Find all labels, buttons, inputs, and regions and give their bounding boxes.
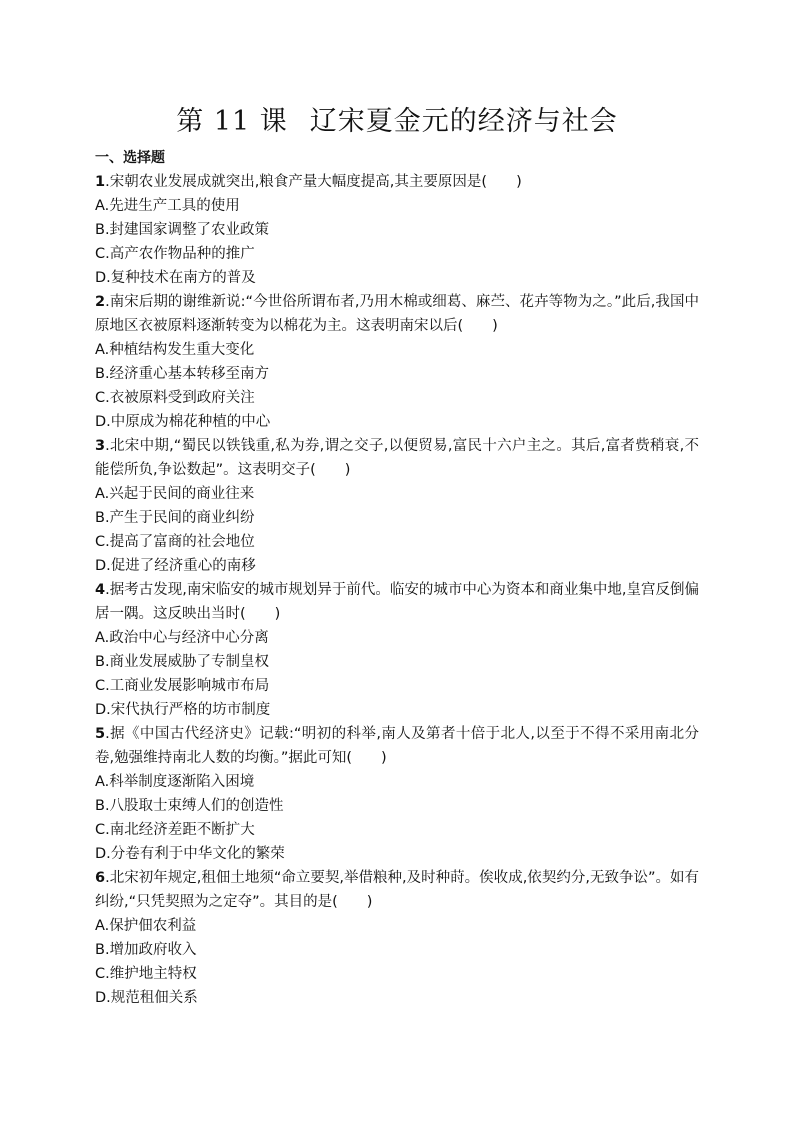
- question-1: [95, 170, 699, 290]
- question-stem: [95, 170, 699, 194]
- option-c: C.工商业发展影响城市布局: [95, 678, 270, 694]
- option-a: A.先进生产工具的使用: [95, 198, 240, 214]
- question-stem: [95, 578, 699, 626]
- option-b: B.增加政府收入: [95, 942, 197, 958]
- option-d: D.分卷有利于中华文化的繁荣: [95, 846, 285, 862]
- question-4: [95, 578, 699, 722]
- lesson-name: 辽宋夏金元的经济与社会: [309, 106, 618, 137]
- option-c: C.维护地主特权: [95, 966, 197, 982]
- option-d: D.规范租佃关系: [95, 990, 198, 1006]
- option-a: A.兴起于民间的商业往来: [95, 486, 255, 502]
- question-text: .北宋初年规定,租佃土地须“命立要契,举借粮种,及时种莳。俟收成,依契约分,无致争讼”。如有纠纷,“只凭契照为之定夺”。其目的是( ): [95, 870, 699, 910]
- question-number: 2: [95, 294, 106, 310]
- page-title: [0, 104, 794, 140]
- option-d: D.复种技术在南方的普及: [95, 270, 256, 286]
- option-a: A.种植结构发生重大变化: [95, 342, 255, 358]
- question-text: .据《中国古代经济史》记载:“明初的科举,南人及第者十倍于北人,以至于不得不采用南北分卷,勉强维持南北人数的均衡。”据此可知( ): [95, 726, 699, 766]
- question-3: [95, 434, 699, 578]
- option-d: D.中原成为棉花种植的中心: [95, 414, 271, 430]
- option-d: D.宋代执行严格的坊市制度: [95, 702, 271, 718]
- question-text: .北宋中期,“蜀民以铁钱重,私为券,谓之交子,以便贸易,富民十六户主之。其后,富者赀稍衰,不能偿所负,争讼数起”。这表明交子( ): [95, 438, 699, 478]
- option-b: B.商业发展威胁了专制皇权: [95, 654, 270, 670]
- option-b: B.产生于民间的商业纠纷: [95, 510, 255, 526]
- question-number: 1: [95, 174, 106, 190]
- option-c: C.提高了富商的社会地位: [95, 534, 255, 550]
- question-stem: [95, 290, 699, 338]
- question-2: [95, 290, 699, 434]
- question-text: .南宋后期的谢维新说:“今世俗所谓布者,乃用木棉或细葛、麻苎、花卉等物为之。”此后,我国中原地区衣被原料逐渐转变为以棉花为主。这表明南宋以后( ): [95, 294, 699, 334]
- question-number: 5: [95, 726, 106, 742]
- option-b: B.经济重心基本转移至南方: [95, 366, 270, 382]
- option-d: D.促进了经济重心的南移: [95, 558, 256, 574]
- question-number: 3: [95, 438, 106, 454]
- question-stem: [95, 722, 699, 770]
- question-5: [95, 722, 699, 866]
- question-text: .宋朝农业发展成就突出,粮食产量大幅度提高,其主要原因是( ): [105, 174, 522, 190]
- option-b: B.八股取士束缚人们的创造性: [95, 798, 284, 814]
- section-heading: 一、选择题: [95, 150, 165, 166]
- option-a: A.政治中心与经济中心分离: [95, 630, 269, 646]
- lesson-number: 第 11 课: [176, 106, 288, 137]
- option-c: C.衣被原料受到政府关注: [95, 390, 255, 406]
- question-stem: [95, 434, 699, 482]
- option-c: C.高产农作物品种的推广: [95, 246, 255, 262]
- option-c: C.南北经济差距不断扩大: [95, 822, 255, 838]
- option-b: B.封建国家调整了农业政策: [95, 222, 270, 238]
- question-number: 4: [95, 582, 106, 598]
- exercise-content: [95, 146, 699, 1010]
- option-a: A.科举制度逐渐陷入困境: [95, 774, 255, 790]
- question-number: 6: [95, 870, 106, 886]
- question-6: [95, 866, 699, 1010]
- option-a: A.保护佃农利益: [95, 918, 197, 934]
- question-stem: [95, 866, 699, 914]
- question-text: .据考古发现,南宋临安的城市规划异于前代。临安的城市中心为资本和商业集中地,皇宫反倒偏居一隅。这反映出当时( ): [95, 582, 699, 622]
